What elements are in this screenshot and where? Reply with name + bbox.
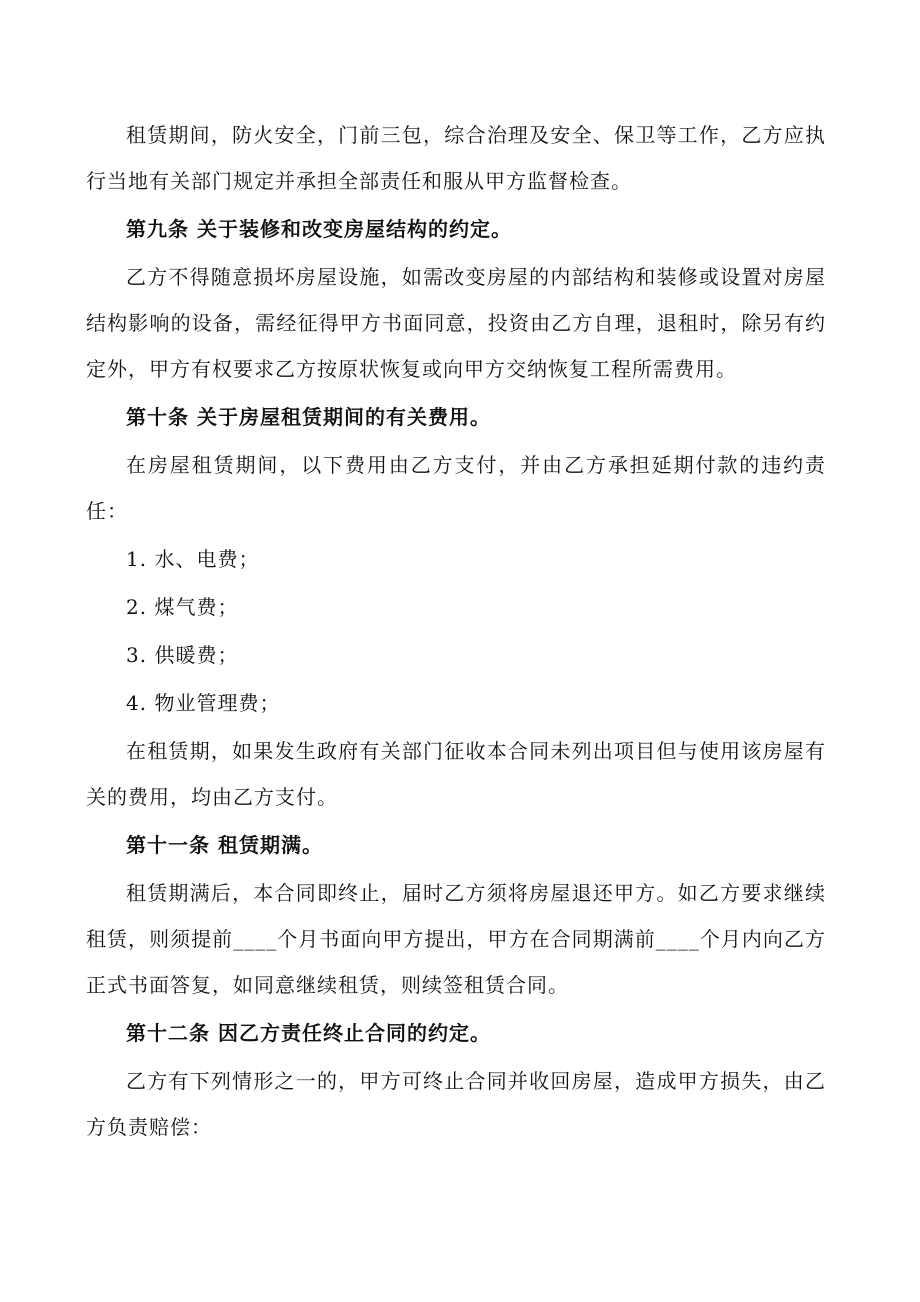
article-11-heading: 第十一条 租赁期满。: [126, 833, 323, 857]
article-12-heading: 第十二条 因乙方责任终止合同的约定。: [126, 1021, 491, 1045]
list-item-property-management: 4. 物业管理费；: [126, 691, 281, 715]
list-item-gas: 2. 煤气费；: [126, 595, 239, 619]
document-page: [86, 112, 826, 1152]
article-10-heading: 第十条 关于房屋租赁期间的有关费用。: [126, 405, 491, 429]
paragraph-fees-intro: 在房屋租赁期间，以下费用由乙方支付，并由乙方承担延期付款的违约责任：: [86, 453, 826, 523]
paragraph-government-fees: 在租赁期，如果发生政府有关部门征收本合同未列出项目但与使用该房屋有关的费用，均由乙方支付。: [86, 739, 826, 809]
paragraph-renovation: 乙方不得随意损坏房屋设施，如需改变房屋的内部结构和装修或设置对房屋结构影响的设备，需经征得甲方书面同意，投资由乙方自理，退租时，除另有约定外，甲方有权要求乙方按原状恢复或向甲方交纳恢复工程所需费用。: [86, 265, 826, 381]
paragraph-termination: 乙方有下列情形之一的，甲方可终止合同并收回房屋，造成甲方损失，由乙方负责赔偿：: [86, 1069, 826, 1139]
list-item-heating: 3. 供暖费；: [126, 643, 239, 667]
list-item-water-electricity: 1. 水、电费；: [126, 547, 260, 571]
paragraph-fire-safety: 租赁期间，防火安全，门前三包，综合治理及安全、保卫等工作，乙方应执行当地有关部门规定并承担全部责任和服从甲方监督检查。: [86, 123, 826, 193]
article-9-heading: 第九条 关于装修和改变房屋结构的约定。: [126, 217, 512, 241]
paragraph-lease-expiry: 租赁期满后，本合同即终止，届时乙方须将房屋退还甲方。如乙方要求继续租赁，则须提前____个月书面向甲方提出，甲方在合同期满前____个月内向乙方正式书面答复，如同意继续租赁，则续签租赁合同。: [86, 881, 826, 997]
